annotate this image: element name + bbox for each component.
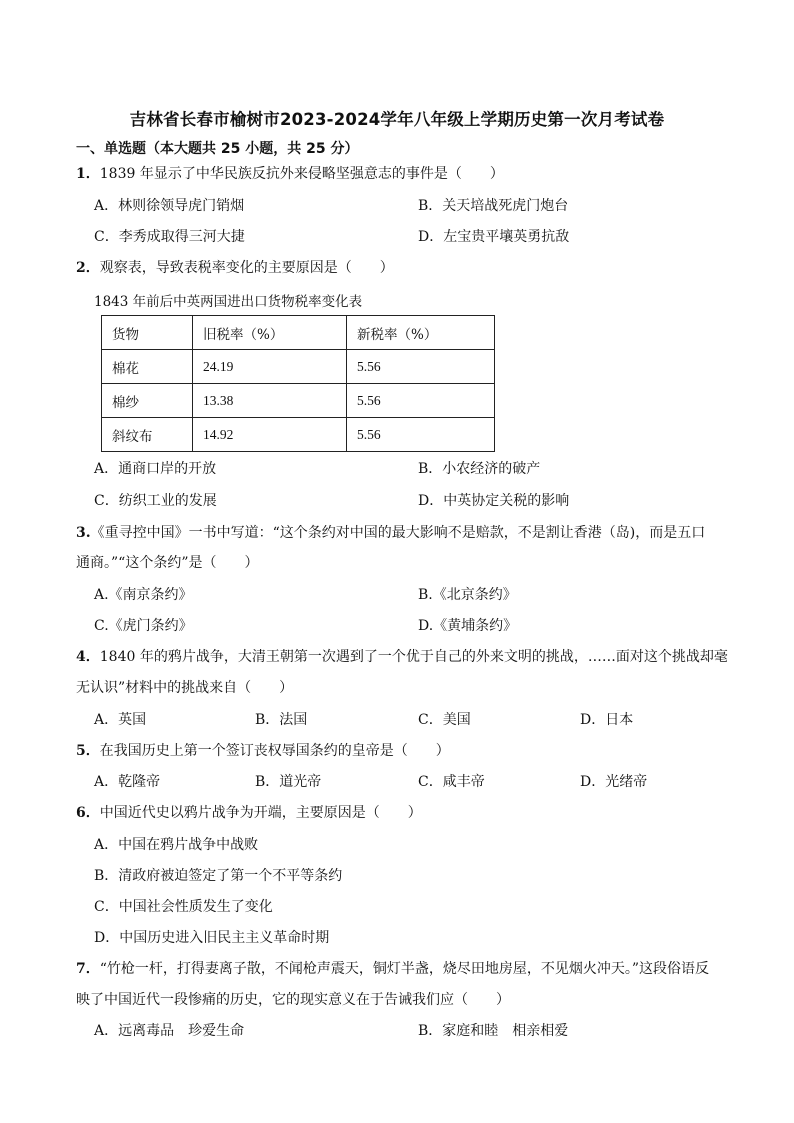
question-4-option-c: C．美国 <box>418 712 471 728</box>
table-header-cell: 旧税率（%） <box>193 316 347 350</box>
question-number: 2． <box>76 260 100 276</box>
question-7-option-b: B．家庭和睦 相亲相爱 <box>418 1023 569 1039</box>
question-7-stem <box>76 959 709 979</box>
table-cell: 斜纹布 <box>102 418 193 452</box>
question-7-stem-cont: 映了中国近代一段惨痛的历史，它的现实意义在于告诫我们应（ ） <box>76 992 510 1008</box>
question-7-option-a: A．远离毒品 珍爱生命 <box>94 1023 245 1039</box>
table-header-cell: 新税率（%） <box>347 316 495 350</box>
question-3-option-d: D.《黄埔条约》 <box>418 618 518 634</box>
question-text: 在我国历史上第一个签订丧权辱国条约的皇帝是（ ） <box>99 743 450 759</box>
question-2-option-b: B．小农经济的破产 <box>418 461 541 477</box>
question-text: 《重寻控中国》一书中写道：“这个条约对中国的最大影响不是赔款，不是割让香港（岛)，而是五口 <box>90 525 706 541</box>
question-1-option-d: D．左宝贵平壤英勇抗敌 <box>418 229 570 245</box>
question-3-stem-cont: 通商。”“这个条约”是（ ） <box>76 555 259 571</box>
table-cell: 14.92 <box>193 418 347 452</box>
question-3-option-c: C.《虎门条约》 <box>94 618 193 634</box>
question-5-option-a: A．乾隆帝 <box>94 774 161 790</box>
question-3-option-b: B.《北京条约》 <box>418 587 517 603</box>
question-5-option-b: B．道光帝 <box>255 774 322 790</box>
question-4-option-d: D．日本 <box>580 712 634 728</box>
question-1-option-b: B．关天培战死虎门炮台 <box>418 198 569 214</box>
question-3-stem <box>76 523 705 543</box>
question-number: 5． <box>76 743 100 759</box>
question-4-stem-cont: 无认识”材料中的挑战来自（ ） <box>76 680 294 696</box>
table-cell: 24.19 <box>193 350 347 384</box>
question-3-option-a: A.《南京条约》 <box>94 587 193 603</box>
table-caption: 1843 年前后中英两国进出口货物税率变化表 <box>94 294 363 310</box>
question-text: 中国近代史以鸦片战争为开端，主要原因是（ ） <box>99 805 422 821</box>
question-text: “竹枪一杆，打得妻离子散，不闻枪声震天，铜灯半盏，烧尽田地房屋，不见烟火冲天。”这段俗语反 <box>99 961 710 977</box>
question-2-stem <box>76 258 394 278</box>
question-1-option-a: A．林则徐领导虎门销烟 <box>94 198 245 214</box>
table-cell: 5.56 <box>347 418 495 452</box>
question-1-option-c: C．李秀成取得三河大捷 <box>94 229 245 245</box>
question-number: 3. <box>76 525 91 541</box>
table-row <box>102 418 495 452</box>
table-cell: 13.38 <box>193 384 347 418</box>
question-6-option-b: B．清政府被迫签定了第一个不平等条约 <box>94 868 343 884</box>
question-5-option-c: C．咸丰帝 <box>418 774 485 790</box>
question-number: 6． <box>76 805 100 821</box>
question-1-stem <box>76 164 504 184</box>
table-header-row <box>102 316 495 350</box>
table-cell: 棉花 <box>102 350 193 384</box>
question-6-option-a: A．中国在鸦片战争中战败 <box>94 837 259 853</box>
question-5-option-d: D．光绪帝 <box>580 774 648 790</box>
question-2-option-a: A．通商口岸的开放 <box>94 461 217 477</box>
question-4-stem <box>76 647 728 667</box>
question-number: 4． <box>76 649 100 665</box>
question-number: 1． <box>76 166 100 182</box>
question-number: 7． <box>76 961 100 977</box>
question-6-option-d: D．中国历史进入旧民主主义革命时期 <box>94 930 330 946</box>
question-6-stem <box>76 803 422 823</box>
question-4-option-a: A．英国 <box>94 712 147 728</box>
question-2-option-d: D．中英协定关税的影响 <box>418 493 570 509</box>
question-2-option-c: C．纺织工业的发展 <box>94 493 217 509</box>
question-5-stem <box>76 741 450 761</box>
table-header-cell: 货物 <box>102 316 193 350</box>
table-row <box>102 350 495 384</box>
table-row <box>102 384 495 418</box>
tax-rate-table <box>101 315 495 452</box>
table-cell: 5.56 <box>347 350 495 384</box>
question-text: 1840 年的鸦片战争，大清王朝第一次遇到了一个优于自己的外来文明的挑战，……面对这个挑战却毫 <box>99 649 728 665</box>
question-text: 1839 年显示了中华民族反抗外来侵略坚强意志的事件是（ ） <box>99 166 504 182</box>
question-text: 观察表，导致表税率变化的主要原因是（ ） <box>99 260 394 276</box>
question-4-option-b: B．法国 <box>255 712 308 728</box>
table-cell: 棉纱 <box>102 384 193 418</box>
table-cell: 5.56 <box>347 384 495 418</box>
section-heading: 一、单选题（本大题共 25 小题，共 25 分） <box>76 141 359 157</box>
exam-title: 吉林省长春市榆树市2023-2024学年八年级上学期历史第一次月考试卷 <box>129 110 665 129</box>
question-6-option-c: C．中国社会性质发生了变化 <box>94 899 273 915</box>
